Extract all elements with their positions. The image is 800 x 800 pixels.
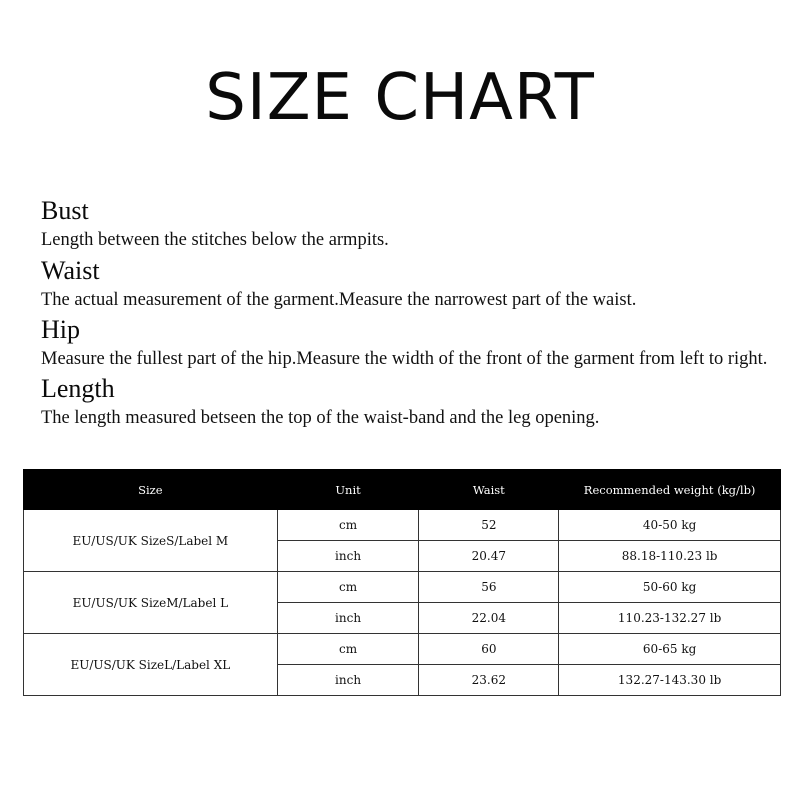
table-header-row — [24, 470, 781, 510]
term-bust: Bust — [41, 196, 89, 225]
description-waist: The actual measurement of the garment.Measure the narrowest part of the waist. — [41, 290, 637, 310]
header-weight: Recommended weight (kg/lb) — [559, 470, 781, 510]
waist-cell: 52 — [419, 510, 559, 541]
size-cell: EU/US/UK SizeM/Label L — [24, 572, 278, 634]
weight-cell: 88.18-110.23 lb — [559, 541, 781, 572]
page-title: SIZE CHART — [205, 61, 595, 135]
description-bust: Length between the stitches below the armpits. — [41, 230, 389, 250]
waist-cell: 56 — [419, 572, 559, 603]
description-hip: Measure the fullest part of the hip.Measure the width of the front of the garment from left to right. — [41, 349, 768, 369]
definition-length — [41, 374, 781, 432]
unit-cell: cm — [277, 510, 419, 541]
term-waist: Waist — [41, 256, 100, 285]
size-cell: EU/US/UK SizeS/Label M — [24, 510, 278, 572]
unit-cell: cm — [277, 634, 419, 665]
header-size: Size — [24, 470, 278, 510]
unit-cell: inch — [277, 665, 419, 696]
table-row — [24, 510, 781, 541]
size-cell: EU/US/UK SizeL/Label XL — [24, 634, 278, 696]
waist-cell: 20.47 — [419, 541, 559, 572]
header-waist: Waist — [419, 470, 559, 510]
weight-cell: 50-60 kg — [559, 572, 781, 603]
unit-cell: inch — [277, 603, 419, 634]
definition-waist — [41, 256, 781, 314]
waist-cell: 23.62 — [419, 665, 559, 696]
size-table — [23, 469, 781, 696]
weight-cell: 40-50 kg — [559, 510, 781, 541]
term-hip: Hip — [41, 315, 80, 344]
table-row — [24, 572, 781, 603]
definition-hip — [41, 315, 781, 373]
description-length: The length measured betseen the top of the waist-band and the leg opening. — [41, 408, 600, 428]
unit-cell: cm — [277, 572, 419, 603]
measurement-definitions — [41, 196, 781, 432]
definition-bust — [41, 196, 781, 254]
waist-cell: 22.04 — [419, 603, 559, 634]
weight-cell: 60-65 kg — [559, 634, 781, 665]
table-row — [24, 634, 781, 665]
weight-cell: 132.27-143.30 lb — [559, 665, 781, 696]
waist-cell: 60 — [419, 634, 559, 665]
unit-cell: inch — [277, 541, 419, 572]
weight-cell: 110.23-132.27 lb — [559, 603, 781, 634]
header-unit: Unit — [277, 470, 419, 510]
term-length: Length — [41, 374, 115, 403]
